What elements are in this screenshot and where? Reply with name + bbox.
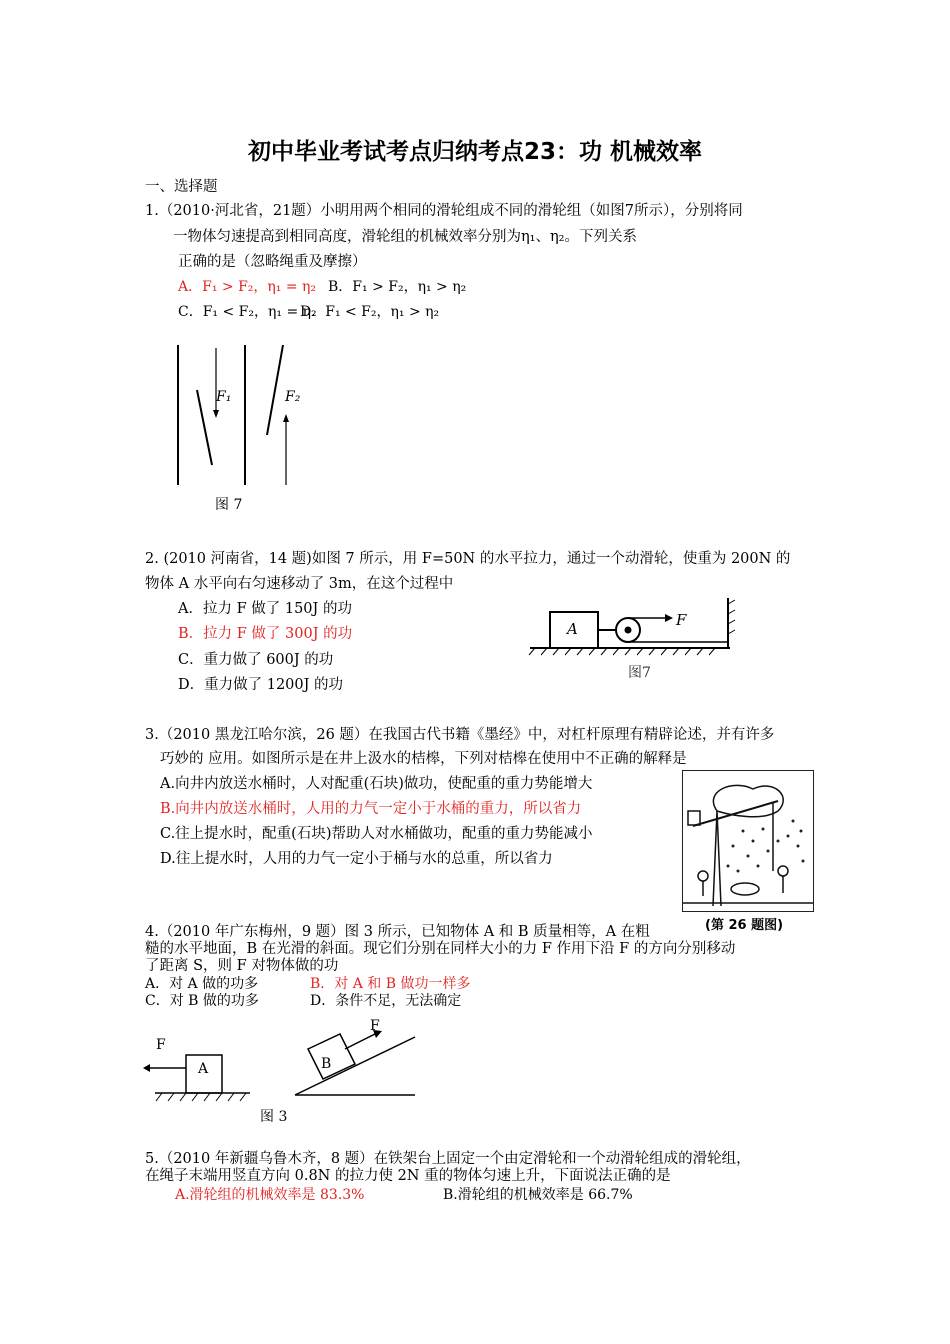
section-heading: 一、选择题 (145, 179, 218, 195)
q3-line2: 巧妙的 应用。如图所示是在井上汲水的桔槔，下列对桔槔在使用中不正确的解释是 (160, 751, 687, 767)
q1-line1: 1.（2010·河北省，21题）小明用两个相同的滑轮组成不同的滑轮组（如图7所示），分别将同 (145, 203, 743, 219)
q2-option-a: A．拉力 F 做了 150J 的功 (178, 601, 352, 617)
q2-option-d: D．重力做了 1200J 的功 (178, 677, 344, 693)
q4-block-a-label: A (198, 1061, 209, 1077)
well-sweep-illustration (682, 770, 814, 912)
page-title: 初中毕业考试考点归纳考点23：功 机械效率 (247, 139, 702, 165)
q2-option-b: B．拉力 F 做了 300J 的功 (178, 626, 353, 642)
q4-line2: 糙的水平地面，B 在光滑的斜面。现它们分别在同样大小的力 F 作用下沿 F 的方向分别移动 (145, 941, 736, 957)
q1-figure-caption: 图 7 (215, 497, 243, 513)
q5-line1: 5.（2010 年新疆乌鲁木齐，8 题）在铁架台上固定一个由定滑轮和一个动滑轮组成的滑轮组， (145, 1151, 751, 1167)
q2-line2: 物体 A 水平向右匀速移动了 3m，在这个过程中 (145, 576, 454, 592)
q1-option-c: C．F₁ < F₂，η₁ = η₂ (178, 304, 317, 320)
q1-line3: 正确的是（忽略绳重及摩擦） (178, 254, 367, 270)
q2-line1: 2. (2010 河南省，14 题)如图 7 所示，用 F=50N 的水平拉力，通过一个动滑轮，使重为 200N 的 (145, 551, 791, 567)
q3-option-b: B.向井内放送水桶时，人用的力气一定小于水桶的重力，所以省力 (160, 801, 582, 817)
q1-pulley-figure (170, 340, 300, 490)
q1-option-d: D．F₁ < F₂，η₁ > η₂ (300, 304, 440, 320)
q2-figure-caption: 图7 (628, 665, 651, 681)
q1-line2: 一物体匀速提高到相同高度，滑轮组的机械效率分别为η₁、η₂。下列关系 (173, 229, 637, 245)
q2-option-c: C．重力做了 600J 的功 (178, 652, 334, 668)
q2-pulley-figure (525, 590, 745, 660)
q4-block-b-label: B (321, 1056, 332, 1072)
q4-force-label-a: F (156, 1037, 166, 1053)
q4-line3: 了距离 S，则 F 对物体做的功 (145, 958, 339, 974)
q2-force-label: F (676, 611, 687, 629)
q4-force-figure (140, 1025, 430, 1105)
q1-option-a: A．F₁ > F₂，η₁ = η₂ (178, 279, 317, 295)
q4-option-d: D．条件不足，无法确定 (310, 993, 462, 1009)
q4-option-c: C．对 B 做的功多 (145, 993, 259, 1009)
q4-figure-caption: 图 3 (260, 1109, 288, 1125)
q5-option-a: A.滑轮组的机械效率是 83.3% (175, 1187, 365, 1203)
q4-option-a: A．对 A 做的功多 (145, 976, 259, 992)
q1-option-b: B．F₁ > F₂，η₁ > η₂ (328, 279, 467, 295)
q5-option-b: B.滑轮组的机械效率是 66.7% (443, 1187, 633, 1203)
q3-option-d: D.往上提水时，人用的力气一定小于桶与水的总重，所以省力 (160, 851, 553, 867)
q4-force-label-b: F (370, 1018, 380, 1034)
q3-option-c: C.往上提水时，配重(石块)帮助人对水桶做功，配重的重力势能减小 (160, 826, 593, 842)
q4-option-b: B．对 A 和 B 做功一样多 (310, 976, 471, 992)
q3-option-a: A.向井内放送水桶时，人对配重(石块)做功，使配重的重力势能增大 (160, 776, 593, 792)
q5-line2: 在绳子末端用竖直方向 0.8N 的拉力使 2N 重的物体匀速上升，下面说法正确的是 (145, 1168, 671, 1184)
q4-line1: 4.（2010 年广东梅州，9 题）图 3 所示，已知物体 A 和 B 质量相等，A 在粗 (145, 924, 650, 940)
q1-f2-label: F₂ (285, 389, 301, 405)
q2-block-label: A (567, 620, 578, 638)
q1-f1-label: F₁ (216, 389, 232, 405)
q3-line1: 3.（2010 黑龙江哈尔滨，26 题）在我国古代书籍《墨经》中，对杠杆原理有精辟论述，并有许多 (145, 727, 775, 743)
q3-figure-caption: (第 26 题图) (705, 918, 784, 933)
